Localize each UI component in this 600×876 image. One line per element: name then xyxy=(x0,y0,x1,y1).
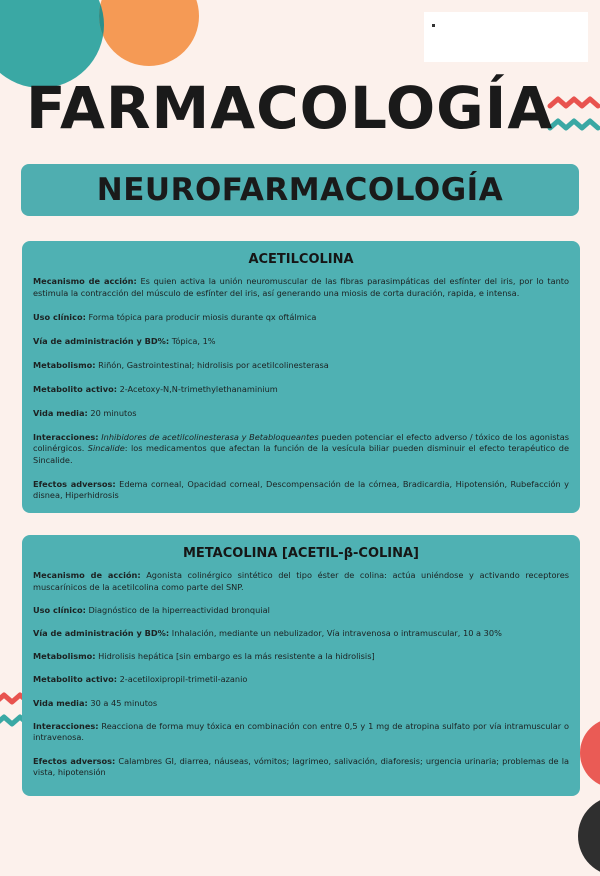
blank-label-box xyxy=(424,12,588,62)
via-paragraph: Vía de administración y BD%: Tópica, 1% xyxy=(33,335,216,346)
mecanismo-paragraph: Mecanismo de acción: Es quien activa la unión neuromuscular de las fibras parasimpáticas del esfínter del iris, por lo tanto estimula la contracción del músculo de esfínter del iris, así generando una miosis de corta duración, rapida, e intensa. xyxy=(33,276,570,298)
uso-paragraph: Uso clínico: Forma tópica para producir miosis durante qx oftálmica xyxy=(33,311,317,322)
dark-circle-decoration xyxy=(578,796,600,876)
efectos-paragraph: Efectos adversos: Calambres GI, diarrea, náuseas, vómitos; lagrimeo, salivación, diaforesis; urgencia urinaria; problemas de la vista, hipotensión xyxy=(33,755,569,778)
section-title: NEUROFARMACOLOGÍA xyxy=(96,172,504,208)
metabolismo-paragraph: Metabolismo: Hidrolisis hepática [sin embargo es la más resistente a la hidrolisis] xyxy=(33,651,375,662)
via-paragraph: Vía de administración y BD%: Inhalación, mediante un nebulizador, Vía intravenosa o intramuscular, 10 a 30% xyxy=(33,627,502,638)
zigzag-decoration-top xyxy=(546,90,600,142)
card-heading: METACOLINA [ACETIL-β-COLINA] xyxy=(182,546,420,561)
uso-paragraph: Uso clínico: Diagnóstico de la hiperreactividad bronquial xyxy=(33,604,270,615)
red-circle-decoration xyxy=(580,718,600,788)
interacciones-paragraph: Interacciones: Inhibidores de acetilcolinesterasa y Betabloqueantes pueden potenciar el efecto adverso / tóxico de los agonistas colinérgicos. Sincalide: los medicamentos que afectan la función de la vesícula biliar pueden disminuir el efecto terapéutico de Sincalide. xyxy=(33,431,570,465)
metabolismo-paragraph: Metabolismo: Riñón, Gastrointestinal; hidrolisis por acetilcolinesterasa xyxy=(33,359,329,370)
efectos-paragraph: Efectos adversos: Edema corneal, Opacidad corneal, Descompensación de la córnea, Bradicardia, Hipotensión, Rubefacción y disnea, Hiperhidrosis xyxy=(33,478,569,501)
vida-paragraph: Vida media: 20 minutos xyxy=(33,407,137,418)
section-banner xyxy=(21,164,579,216)
circle-overlap-decoration xyxy=(99,0,199,66)
metacolina-card xyxy=(22,535,580,796)
vida-paragraph: Vida media: 30 a 45 minutos xyxy=(33,697,158,708)
small-dot xyxy=(432,24,435,27)
mecanismo-paragraph: Mecanismo de acción: Agonista colinérgico sintético del tipo éster de colina: actúa uniéndose y activando receptores muscarínicos de la acetilcolina como parte del SNP. xyxy=(33,570,569,592)
card-heading: ACETILCOLINA xyxy=(248,252,354,267)
metabolito-paragraph: Metabolito activo: 2-Acetoxy-N,N-trimethylethanaminium xyxy=(33,383,278,394)
page-title: FARMACOLOGÍA xyxy=(26,74,554,142)
acetilcolina-card xyxy=(22,241,580,513)
metabolito-paragraph: Metabolito activo: 2-acetiloxipropil-trimetil-azanio xyxy=(33,674,248,685)
zigzag-decoration-left xyxy=(0,686,24,738)
interacciones-paragraph: Interacciones: Reacciona de forma muy tóxica en combinación con entre 0,5 y 1 mg de atropina sulfato por vía intramuscular o intravenosa. xyxy=(33,720,569,743)
